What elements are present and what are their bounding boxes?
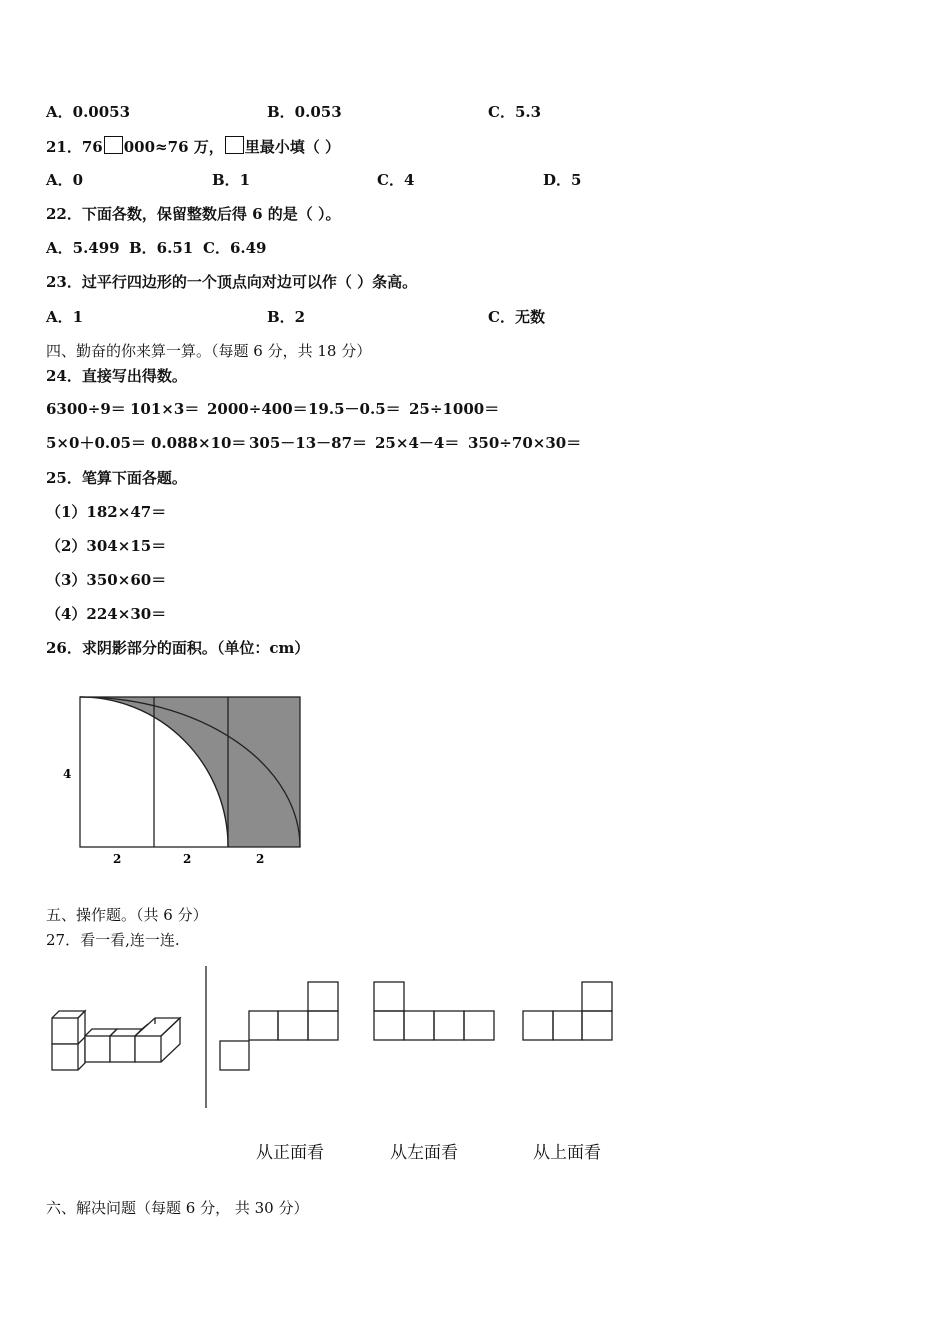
q24-row1-item: 2000÷400＝ (207, 400, 308, 418)
q21-middle: 000≈76 万， (123, 138, 224, 156)
q24-row2-item: 5×0＋0.05＝ (46, 434, 146, 452)
q24-row2-item: 305－13－87＝ (249, 434, 368, 452)
q24-row2-item: 0.088×10＝ (151, 434, 247, 452)
cube-stack-3d (52, 1011, 180, 1070)
height-label: 4 (63, 767, 72, 781)
q21-option-a[interactable]: A．0 (46, 171, 84, 189)
q23-option-b[interactable]: B．2 (267, 308, 306, 326)
q21-option-c[interactable]: C．4 (377, 171, 415, 189)
q21-option-d[interactable]: D．5 (543, 171, 582, 189)
section-5-title: 五、操作题。（共 6 分） (46, 906, 208, 924)
width-label: 2 (183, 852, 192, 866)
section-4-title: 四、勤奋的你来算一算。（每题 6 分，共 18 分） (46, 342, 372, 360)
q24-row1-item: 25÷1000＝ (409, 400, 500, 418)
caption-left-view: 从左面看 (390, 1143, 458, 1163)
q22-option-b[interactable]: B．6.51 (129, 239, 194, 257)
view-left (374, 982, 494, 1040)
q24-question: 24．直接写出得数。 (46, 367, 187, 385)
q24-row1-item: 19.5－0.5＝ (308, 400, 401, 418)
q21-option-b[interactable]: B．1 (212, 171, 251, 189)
q23-question: 23．过平行四边形的一个顶点向对边可以作（ ）条高。 (46, 273, 418, 291)
width-label: 2 (113, 852, 122, 866)
q21-suffix: 里最小填（ ） (244, 138, 340, 156)
caption-top-view: 从上面看 (533, 1143, 601, 1163)
q25-item-3: （3）350×60＝ (46, 571, 167, 589)
section-6-title: 六、解决问题（每题 6 分， 共 30 分） (46, 1199, 309, 1217)
width-label: 2 (256, 852, 265, 866)
q27-question: 27．看一看,连一连. (46, 931, 180, 949)
q24-row2-item: 25×4－4＝ (375, 434, 460, 452)
q24-row1-item: 6300÷9＝ (46, 400, 126, 418)
q20-option-b[interactable]: B．0.053 (267, 103, 342, 121)
q20-option-c[interactable]: C．5.3 (488, 103, 542, 121)
q22-question: 22．下面各数，保留整数后得 6 的是（ ）。 (46, 205, 341, 223)
q22-option-a[interactable]: A．5.499 (46, 239, 120, 257)
q25-item-4: （4）224×30＝ (46, 605, 167, 623)
q20-option-a[interactable]: A．0.0053 (46, 103, 131, 121)
caption-front-view: 从正面看 (256, 1143, 324, 1163)
q25-item-1: （1）182×47＝ (46, 503, 167, 521)
view-top (523, 982, 612, 1040)
q25-question: 25．笔算下面各题。 (46, 469, 187, 487)
q23-option-c[interactable]: C．无数 (488, 308, 545, 326)
view-front (220, 982, 338, 1070)
q22-option-c[interactable]: C．6.49 (203, 239, 267, 257)
q23-option-a[interactable]: A．1 (46, 308, 84, 326)
q25-item-2: （2）304×15＝ (46, 537, 167, 555)
q21-prefix: 21．76 (46, 138, 103, 156)
q26-question: 26．求阴影部分的面积。（单位：cm） (46, 639, 310, 657)
q24-row1-item: 101×3＝ (130, 400, 200, 418)
q24-row2-item: 350÷70×30＝ (468, 434, 582, 452)
